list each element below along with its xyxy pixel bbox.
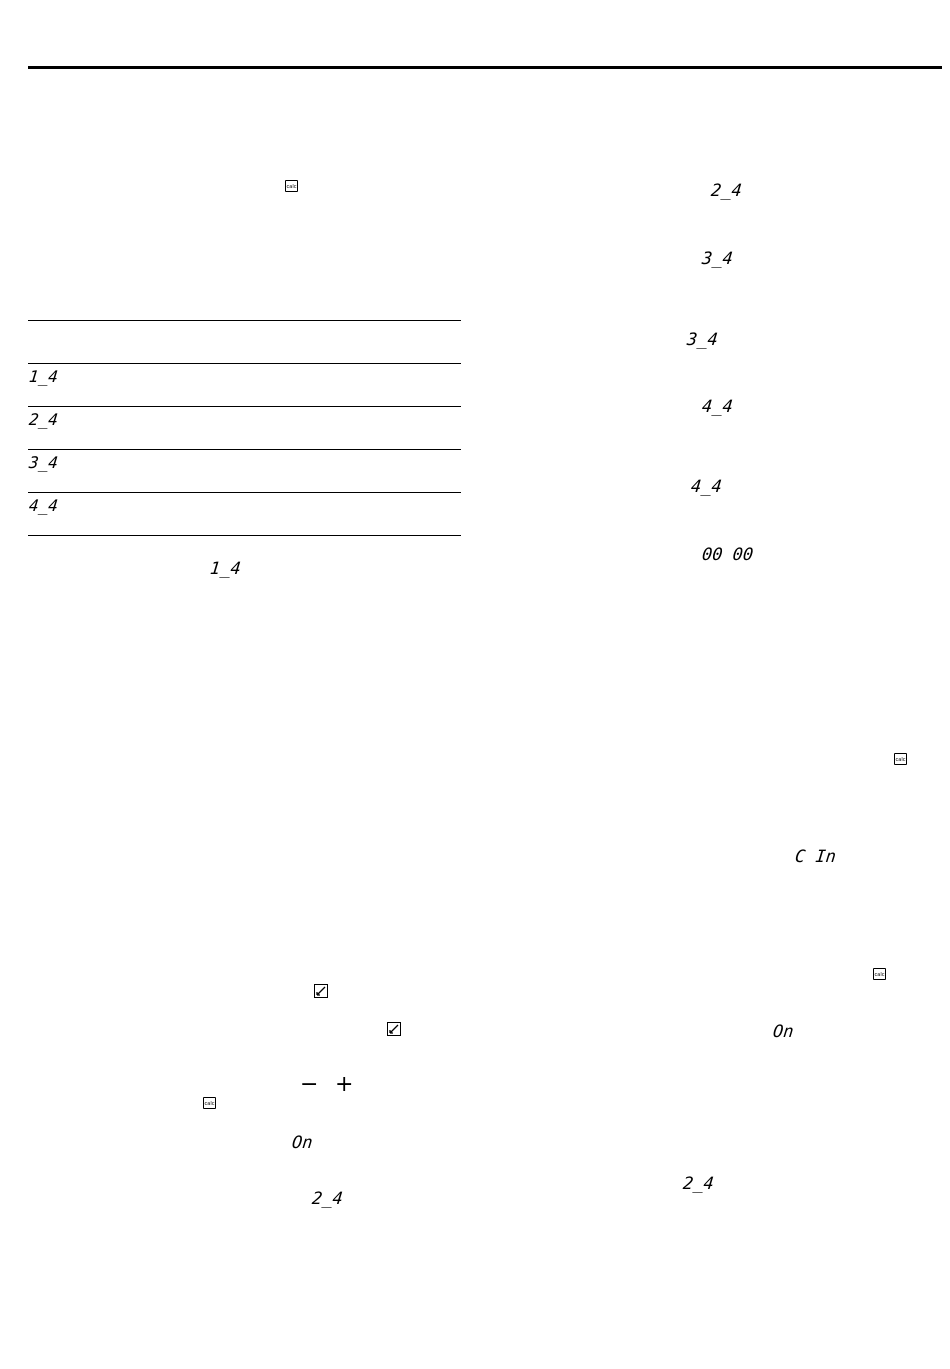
level-table: [28, 320, 461, 536]
table-header-row: [28, 321, 461, 364]
display-2-4: 2_4: [709, 181, 743, 201]
calc-button-icon: calc: [285, 180, 298, 192]
calc-button-icon: calc: [203, 1097, 216, 1109]
table-header-cell: [28, 321, 114, 364]
table-row: [28, 364, 461, 407]
level-code-display: 3_4: [28, 453, 59, 472]
display-on: On: [290, 1133, 314, 1153]
display-c-in: C In: [793, 847, 838, 867]
confirm-button-icon: [314, 984, 328, 998]
table-row: [28, 450, 461, 493]
display-1-4: 1_4: [208, 559, 242, 579]
table-row: [28, 407, 461, 450]
level-code-display: 4_4: [28, 496, 59, 515]
table-row: [28, 493, 461, 536]
display-4-4: 4_4: [689, 477, 723, 497]
display-2-4: 2_4: [681, 1174, 715, 1194]
confirm-button-icon: [387, 1022, 401, 1036]
display-4-4: 4_4: [700, 397, 734, 417]
display-3-4: 3_4: [685, 330, 719, 350]
plus-icon: +: [335, 1072, 354, 1097]
calc-button-icon: calc: [894, 753, 907, 765]
level-code-display: 1_4: [28, 367, 59, 386]
header-rule: [28, 66, 942, 69]
minus-icon: −: [300, 1072, 319, 1097]
table-header-cell: [114, 321, 461, 364]
display-00-00: 00 00: [700, 545, 755, 565]
calc-button-icon: calc: [873, 968, 886, 980]
level-code-display: 2_4: [28, 410, 59, 429]
display-on: On: [771, 1022, 795, 1042]
display-2-4: 2_4: [310, 1189, 344, 1209]
display-3-4: 3_4: [700, 249, 734, 269]
